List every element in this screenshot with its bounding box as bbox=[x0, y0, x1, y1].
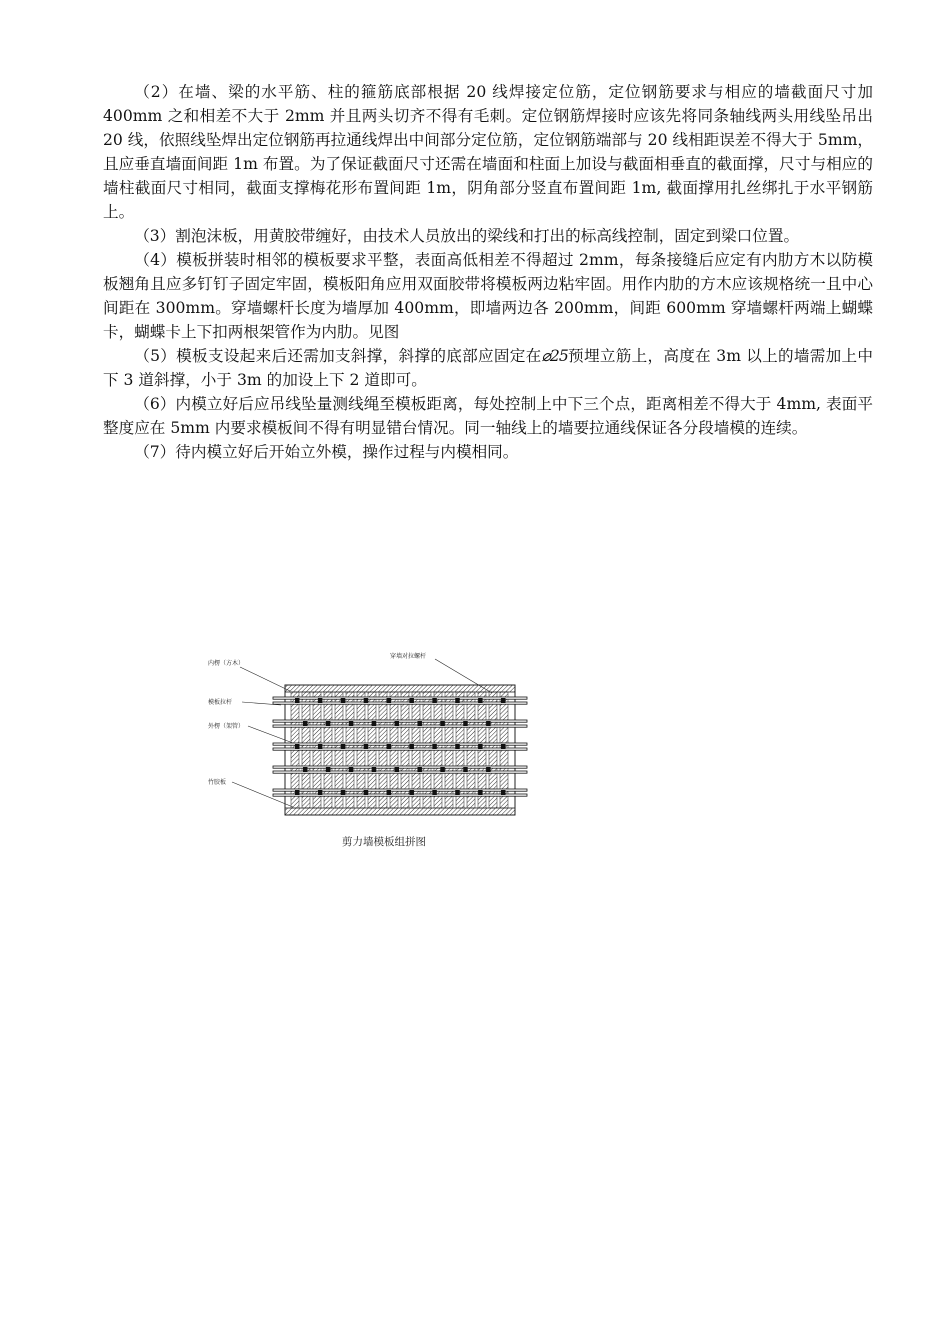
tie-bolt bbox=[349, 721, 354, 726]
outer-rib-pipe bbox=[273, 748, 527, 750]
tie-bolt bbox=[409, 790, 414, 795]
tie-bolt bbox=[341, 790, 346, 795]
tie-bolt bbox=[387, 698, 392, 703]
tie-bolt bbox=[501, 744, 506, 749]
paragraph-5-before: （5）模板支设起来后还需加支斜撑，斜撑的底部应固定在 bbox=[134, 347, 542, 365]
paragraph-6: （6）内模立好后应吊线坠量测线绳至模板距离，每处控制上中下三个点，距离相差不得大于 4mm, 表面平整度应在 5mm 内要求模板间不得有明显错台情况。同一轴线上的墙要拉通线保证各分段墙模的连续。 bbox=[103, 395, 873, 437]
tie-bolt bbox=[364, 790, 369, 795]
tie-bolt bbox=[372, 721, 377, 726]
tie-bolt bbox=[417, 721, 422, 726]
rebar-diameter-symbol: ⌀25 bbox=[541, 347, 568, 365]
leader-outer-rib bbox=[248, 726, 293, 743]
tie-bolt bbox=[501, 790, 506, 795]
tie-bolt bbox=[364, 744, 369, 749]
tie-bolt bbox=[463, 767, 468, 772]
tie-bolt bbox=[455, 744, 460, 749]
tie-bolt bbox=[478, 790, 483, 795]
tie-bolt bbox=[326, 721, 331, 726]
paragraph-2: （2）在墙、梁的水平筋、柱的箍筋底部根据 20 线焊接定位筋，定位钢筋要求与相应的墙截面尺寸加 400mm 之和相差不大于 2mm 并且两头切齐不得有毛刺。定位钢筋焊接时应该先将同条轴线两头用线坠吊出 20 线，依照线坠焊出定位钢筋再拉通线焊出中间部分定位筋，定位钢筋端部与 20 线相距误差不得大于 5mm，且应垂直墙面间距 1m 布置。为了保证截面尺寸还需在墙面和柱面上加设与截面相垂直的截面撑，尺寸与相应的墙柱截面尺寸相同，截面支撑梅花形布置间距 1m，阴角部分竖直布置间距 1m, 截面撑用扎丝绑扎于水平钢筋上。 bbox=[103, 83, 873, 221]
tie-bolt bbox=[440, 721, 445, 726]
tie-bolt bbox=[349, 767, 354, 772]
outer-rib-pipe bbox=[273, 702, 527, 704]
formwork-diagram bbox=[200, 645, 560, 830]
leader-inner-rib bbox=[240, 667, 290, 691]
paragraph-4: （4）模板拼装时相邻的模板要求平整，表面高低相差不得超过 2mm，每条接缝后应定有内肋方木以防模板翘角且应多钉钉子固定牢固，模板阳角应用双面胶带将模板两边粘牢固。用作内肋的方木应该规格统一且中心间距在 300mm。穿墙螺杆长度为墙厚加 400mm，即墙两边各 200mm，间距 600mm 穿墙螺杆两端上蝴蝶卡，蝴蝶卡上下扣两根架管作为内肋。见图 bbox=[103, 251, 873, 341]
tie-bolt bbox=[395, 721, 400, 726]
tie-bolt bbox=[341, 698, 346, 703]
tie-bolt bbox=[501, 698, 506, 703]
tie-bolt bbox=[295, 698, 300, 703]
plywood-bottom-edge bbox=[285, 808, 515, 815]
outer-rib-pipe bbox=[273, 789, 527, 791]
figure-caption: 剪力墙模板组拼图 bbox=[342, 836, 426, 848]
tie-bolt bbox=[326, 767, 331, 772]
tie-bolt bbox=[455, 698, 460, 703]
paragraph-5-after: 预埋立筋上，高度在 3m 以上的墙需加上中下 3 道斜撑，小于 3m 的加设上下 2 道即可。 bbox=[103, 347, 874, 389]
tie-bolt bbox=[387, 744, 392, 749]
tie-bolt bbox=[387, 790, 392, 795]
tie-bolt bbox=[318, 744, 323, 749]
tie-bolt bbox=[364, 698, 369, 703]
tie-bolt bbox=[318, 790, 323, 795]
tie-bolt bbox=[303, 767, 308, 772]
label-plywood: 竹胶板 bbox=[208, 779, 227, 786]
paragraph-3: （3）割泡沫板，用黄胶带缠好，由技术人员放出的梁线和打出的标高线控制，固定到梁口位置。 bbox=[134, 227, 800, 245]
label-form-stile: 模板拉杆 bbox=[208, 699, 233, 706]
body-text bbox=[103, 80, 873, 464]
tie-bolt bbox=[372, 767, 377, 772]
tie-bolt bbox=[409, 698, 414, 703]
tie-bolt bbox=[455, 790, 460, 795]
tie-bolt bbox=[478, 698, 483, 703]
label-tie-bolt: 穿墙对拉螺杆 bbox=[390, 653, 427, 660]
paragraph-7: （7）待内模立好后开始立外模，操作过程与内模相同。 bbox=[134, 443, 519, 461]
outer-rib-pipe bbox=[273, 697, 527, 699]
outer-rib-pipe bbox=[273, 743, 527, 745]
tie-bolt bbox=[440, 767, 445, 772]
paragraph-5 bbox=[103, 344, 873, 392]
tie-bolt bbox=[295, 790, 300, 795]
tie-bolt bbox=[486, 767, 491, 772]
tie-bolt bbox=[395, 767, 400, 772]
tie-bolt bbox=[341, 744, 346, 749]
tie-bolt bbox=[486, 721, 491, 726]
outer-rib-pipe bbox=[273, 794, 527, 796]
tie-bolt bbox=[432, 790, 437, 795]
label-outer-rib: 外楞（架管） bbox=[208, 723, 245, 730]
tie-bolt bbox=[295, 744, 300, 749]
tie-bolt bbox=[478, 744, 483, 749]
tie-bolt bbox=[318, 698, 323, 703]
label-inner-rib: 内楞（方木） bbox=[208, 660, 245, 667]
formwork-assembly-figure bbox=[200, 645, 560, 860]
tie-bolt bbox=[303, 721, 308, 726]
tie-bolt bbox=[432, 698, 437, 703]
tie-bolt bbox=[432, 744, 437, 749]
tie-bolt bbox=[417, 767, 422, 772]
tie-bolt bbox=[463, 721, 468, 726]
tie-bolt bbox=[409, 744, 414, 749]
